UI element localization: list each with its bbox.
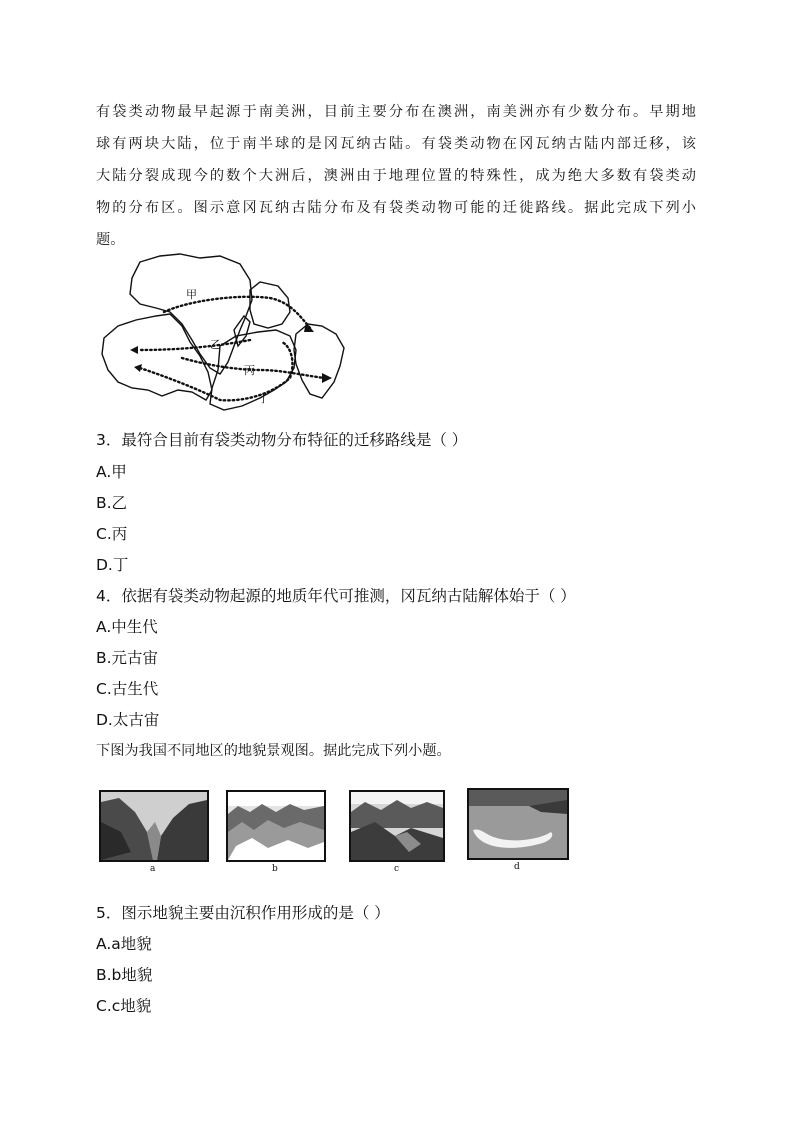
map-label-yi: 乙: [210, 338, 221, 351]
arrow-ding-left: [134, 364, 142, 372]
landform-photo-a: [99, 790, 209, 862]
map-label-ding: 丁: [258, 392, 269, 405]
intro-line-3: 大陆分裂成现今的数个大洲后，澳洲由于地理位置的特殊性，成为绝大多数有袋类动: [96, 168, 696, 184]
landmass-south-america: [102, 314, 212, 400]
gondwana-migration-map: [100, 250, 350, 424]
arrow-yi: [130, 346, 138, 354]
map-label-jia: 甲: [186, 288, 197, 301]
landmass-africa: [130, 254, 252, 374]
arrow-bing: [322, 373, 332, 383]
caption-d: d: [514, 862, 520, 872]
q3-option-b[interactable]: B.乙: [96, 494, 128, 512]
landmass-india: [250, 282, 290, 328]
q4-option-a[interactable]: A.中生代: [96, 618, 158, 636]
question-4-stem: 4．依据有袋类动物起源的地质年代可推测，冈瓦纳古陆解体始于（ ）: [96, 587, 576, 605]
intro-paragraph: [96, 96, 696, 256]
question-5-stem: 5．图示地貌主要由沉积作用形成的是（ ）: [96, 904, 390, 922]
landform-photo-b: [226, 790, 326, 862]
landform-photo-d: [467, 788, 569, 860]
intro-line-4: 物的分布区。图示意冈瓦纳古陆分布及有袋类动物可能的迁徙路线。据此完成下列小: [96, 200, 696, 216]
landmass-australia: [294, 324, 344, 398]
caption-c: c: [394, 864, 400, 874]
q5-option-a[interactable]: A.a地貌: [96, 935, 152, 953]
q4-option-c[interactable]: C.古生代: [96, 680, 159, 698]
q5-option-b[interactable]: B.b地貌: [96, 966, 153, 984]
caption-a: a: [150, 864, 156, 874]
q4-option-d[interactable]: D.太古宙: [96, 711, 160, 729]
intro-line-5: 题。: [96, 232, 125, 248]
intro-line-1: 有袋类动物最早起源于南美洲，目前主要分布在澳洲，南美洲亦有少数分布。早期地: [96, 104, 696, 120]
q5-option-c[interactable]: C.c地貌: [96, 997, 152, 1015]
q3-option-c[interactable]: C.丙: [96, 525, 128, 543]
map-label-bing: 丙: [244, 364, 255, 377]
caption-b: b: [272, 864, 278, 874]
question-3-stem: 3．最符合目前有袋类动物分布特征的迁移路线是（ ）: [96, 431, 468, 449]
q4-option-b[interactable]: B.元古宙: [96, 649, 159, 667]
q3-option-d[interactable]: D.丁: [96, 556, 129, 574]
landform-intro: 下图为我国不同地区的地貌景观图。据此完成下列小题。: [96, 743, 451, 759]
q3-option-a[interactable]: A.甲: [96, 463, 127, 481]
intro-line-2: 球有两块大陆，位于南半球的是冈瓦纳古陆。有袋类动物在冈瓦纳古陆内部迁移，该: [96, 136, 696, 152]
landform-photo-c: [349, 790, 445, 862]
